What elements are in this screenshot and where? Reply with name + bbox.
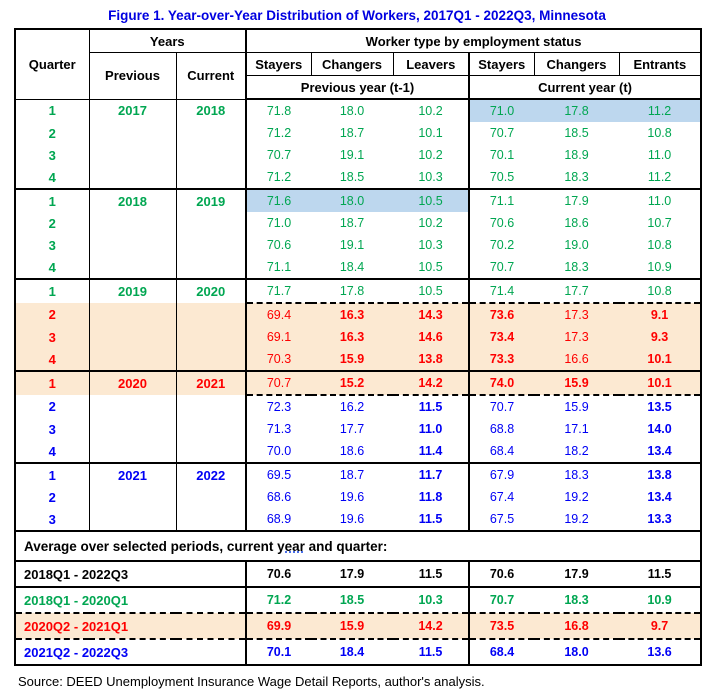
header-row-1 (15, 29, 701, 53)
value-cell: 10.2 (418, 216, 443, 230)
value-cell: 16.2 (339, 400, 365, 414)
header-cell-current-year-group: Current year (t) (469, 76, 701, 100)
year-prev-cell: 2018 (89, 189, 176, 212)
value-cell: 10.8 (647, 126, 672, 140)
value-cell: 19.1 (339, 148, 365, 162)
quarter-cell: 2 (15, 122, 89, 144)
summary-value-cell: 13.6 (647, 645, 672, 659)
year-prev-cell (89, 212, 176, 234)
table-row (15, 212, 701, 234)
year-prev-cell (89, 418, 176, 440)
quarter-cell: 1 (15, 279, 89, 303)
value-cell: 18.0 (339, 104, 365, 118)
value-cell: 10.5 (393, 279, 469, 303)
value-cell: 18.3 (564, 170, 589, 184)
value-cell: 9.3 (619, 326, 701, 348)
year-curr-cell (176, 234, 246, 256)
table-row (15, 418, 701, 440)
value-cell: 18.5 (339, 170, 365, 184)
year-prev-cell (89, 440, 176, 463)
value-cell: 10.3 (418, 238, 443, 252)
value-cell: 70.7 (469, 122, 534, 144)
value-cell: 17.8 (534, 99, 619, 122)
value-cell: 17.3 (534, 326, 619, 348)
summary-value-cell: 18.4 (339, 645, 365, 659)
summary-value-cell: 18.3 (534, 587, 619, 613)
value-cell: 15.9 (564, 400, 589, 414)
value-cell: 17.9 (534, 189, 619, 212)
summary-value-cell: 70.6 (246, 561, 311, 587)
value-cell: 68.9 (246, 508, 311, 531)
summary-value-cell: 18.0 (564, 645, 589, 659)
value-cell: 17.8 (311, 279, 393, 303)
quarter-cell: 4 (15, 256, 89, 279)
year-curr-cell (176, 122, 246, 144)
value-cell: 15.9 (311, 348, 393, 371)
year-prev-cell (89, 234, 176, 256)
value-cell: 73.3 (469, 348, 534, 371)
value-cell: 70.1 (469, 144, 534, 166)
table-row (15, 371, 701, 395)
value-cell: 68.6 (246, 486, 311, 508)
year-curr-cell (176, 418, 246, 440)
value-cell: 15.9 (534, 371, 619, 395)
value-cell: 13.4 (647, 490, 672, 504)
value-cell: 70.5 (469, 166, 534, 189)
value-cell: 68.4 (469, 440, 534, 463)
table-row (15, 348, 701, 371)
value-cell: 11.4 (418, 444, 443, 458)
value-cell: 67.9 (469, 463, 534, 486)
workers-table (14, 28, 702, 666)
quarter-cell: 3 (15, 234, 89, 256)
value-cell: 71.7 (246, 279, 311, 303)
year-prev-cell: 2019 (89, 279, 176, 303)
year-curr-cell: 2022 (176, 463, 246, 486)
quarter-cell: 3 (15, 144, 89, 166)
header-cell-stayers-prev: Stayers (246, 53, 311, 76)
year-prev-cell (89, 256, 176, 279)
value-cell: 16.3 (311, 303, 393, 326)
value-cell: 18.3 (564, 260, 589, 274)
year-prev-cell (89, 166, 176, 189)
summary-value-cell: 17.9 (311, 561, 393, 587)
summary-value-cell: 11.5 (393, 561, 469, 587)
year-curr-cell (176, 395, 246, 418)
header-row-2 (15, 53, 701, 76)
value-cell: 19.6 (339, 490, 365, 504)
table-row (15, 486, 701, 508)
year-curr-cell (176, 348, 246, 371)
value-cell: 70.7 (246, 371, 311, 395)
year-curr-cell: 2019 (176, 189, 246, 212)
year-curr-cell (176, 508, 246, 531)
value-cell: 11.7 (393, 463, 469, 486)
year-curr-cell (176, 486, 246, 508)
quarter-cell: 3 (15, 418, 89, 440)
value-cell: 19.2 (564, 490, 589, 504)
value-cell: 18.6 (564, 216, 589, 230)
value-cell: 71.3 (246, 418, 311, 440)
table-row (15, 303, 701, 326)
table-row (15, 166, 701, 189)
summary-row (15, 639, 701, 665)
value-cell: 10.2 (418, 148, 443, 162)
table-row (15, 122, 701, 144)
value-cell: 70.6 (469, 212, 534, 234)
value-cell: 73.6 (469, 303, 534, 326)
value-cell: 13.4 (647, 444, 672, 458)
summary-value-cell: 69.9 (246, 613, 311, 639)
value-cell: 18.6 (339, 444, 365, 458)
quarter-cell: 2 (15, 395, 89, 418)
summary-label: 2020Q2 - 2021Q1 (15, 613, 246, 639)
year-curr-cell (176, 326, 246, 348)
value-cell: 10.1 (619, 371, 701, 395)
table-row (15, 144, 701, 166)
header-cell-changers-prev: Changers (311, 53, 393, 76)
header-cell-leavers: Leavers (393, 53, 469, 76)
table-row (15, 256, 701, 279)
quarter-cell: 4 (15, 348, 89, 371)
value-cell: 18.9 (564, 148, 589, 162)
year-curr-cell: 2021 (176, 371, 246, 395)
quarter-cell: 3 (15, 326, 89, 348)
header-cell-years: Years (89, 29, 246, 53)
year-prev-cell (89, 326, 176, 348)
summary-row (15, 613, 701, 639)
header-cell-entrants: Entrants (619, 53, 701, 76)
year-prev-cell (89, 348, 176, 371)
value-cell: 10.7 (647, 216, 672, 230)
value-cell: 18.7 (311, 463, 393, 486)
year-prev-cell (89, 303, 176, 326)
table-row (15, 463, 701, 486)
value-cell: 11.0 (418, 422, 443, 436)
summary-value-cell: 70.1 (246, 639, 311, 665)
value-cell: 14.6 (393, 326, 469, 348)
value-cell: 68.8 (469, 418, 534, 440)
value-cell: 71.1 (246, 256, 311, 279)
value-cell: 67.5 (469, 508, 534, 531)
year-curr-cell: 2020 (176, 279, 246, 303)
value-cell: 15.2 (311, 371, 393, 395)
summary-value-cell: 9.7 (619, 613, 701, 639)
value-cell: 70.7 (469, 256, 534, 279)
header-cell-stayers-curr: Stayers (469, 53, 534, 76)
year-prev-cell (89, 122, 176, 144)
header-cell-changers-curr: Changers (534, 53, 619, 76)
value-cell: 16.6 (534, 348, 619, 371)
value-cell: 11.0 (619, 189, 701, 212)
value-cell: 71.0 (469, 99, 534, 122)
value-cell: 18.7 (339, 216, 365, 230)
table-row (15, 234, 701, 256)
header-cell-previous-year-group: Previous year (t-1) (246, 76, 469, 100)
summary-value-cell: 14.2 (393, 613, 469, 639)
summary-value-cell: 10.9 (619, 587, 701, 613)
table-header (15, 29, 701, 99)
value-cell: 69.4 (246, 303, 311, 326)
value-cell: 70.3 (246, 348, 311, 371)
summary-value-cell: 18.5 (311, 587, 393, 613)
quarter-cell: 1 (15, 99, 89, 122)
summary-value-cell: 11.5 (418, 645, 443, 659)
value-cell: 17.1 (564, 422, 589, 436)
value-cell: 71.6 (246, 189, 311, 212)
quarter-cell: 1 (15, 371, 89, 395)
value-cell: 10.8 (619, 279, 701, 303)
value-cell: 10.5 (393, 189, 469, 212)
summary-label: 2018Q1 - 2022Q3 (15, 561, 246, 587)
year-curr-cell (176, 256, 246, 279)
value-cell: 10.8 (647, 238, 672, 252)
table-row (15, 279, 701, 303)
value-cell: 74.0 (469, 371, 534, 395)
summary-value-cell: 10.3 (393, 587, 469, 613)
header-cell-worker-type: Worker type by employment status (246, 29, 701, 53)
value-cell: 17.3 (534, 303, 619, 326)
year-prev-cell: 2021 (89, 463, 176, 486)
value-cell: 18.4 (339, 260, 365, 274)
quarter-cell: 4 (15, 440, 89, 463)
quarter-cell: 1 (15, 463, 89, 486)
value-cell: 19.1 (339, 238, 365, 252)
value-cell: 17.7 (534, 279, 619, 303)
value-cell: 70.7 (246, 144, 311, 166)
quarter-cell: 1 (15, 189, 89, 212)
value-cell: 18.3 (534, 463, 619, 486)
summary-value-cell: 70.7 (469, 587, 534, 613)
quarter-cell: 2 (15, 486, 89, 508)
year-curr-cell (176, 303, 246, 326)
summary-heading-word: year (277, 538, 305, 554)
summary-label: 2021Q2 - 2022Q3 (15, 639, 246, 665)
summary-value-cell: 73.5 (469, 613, 534, 639)
value-cell: 13.8 (393, 348, 469, 371)
value-cell: 10.1 (619, 348, 701, 371)
value-cell: 10.1 (418, 126, 443, 140)
value-cell: 13.5 (647, 400, 672, 414)
value-cell: 70.2 (469, 234, 534, 256)
year-prev-cell (89, 395, 176, 418)
value-cell: 10.3 (418, 170, 443, 184)
table-row (15, 440, 701, 463)
summary-value-cell: 68.4 (469, 639, 534, 665)
summary-label: 2018Q1 - 2020Q1 (15, 587, 246, 613)
summary-row (15, 587, 701, 613)
summary-heading (15, 531, 701, 561)
value-cell: 11.5 (418, 512, 443, 526)
value-cell: 73.4 (469, 326, 534, 348)
summary-heading-row (15, 531, 701, 561)
value-cell: 72.3 (246, 395, 311, 418)
value-cell: 13.3 (647, 512, 672, 526)
table-row (15, 189, 701, 212)
value-cell: 70.6 (246, 234, 311, 256)
year-curr-cell (176, 212, 246, 234)
value-cell: 71.2 (246, 166, 311, 189)
header-cell-previous: Previous (89, 53, 176, 100)
year-prev-cell: 2020 (89, 371, 176, 395)
value-cell: 19.6 (339, 512, 365, 526)
value-cell: 11.8 (418, 490, 443, 504)
year-curr-cell (176, 440, 246, 463)
value-cell: 10.2 (418, 104, 443, 118)
header-cell-quarter: Quarter (15, 29, 89, 99)
table-row (15, 508, 701, 531)
value-cell: 19.0 (564, 238, 589, 252)
summary-row (15, 561, 701, 587)
table-body (15, 99, 701, 665)
summary-value-cell: 70.6 (469, 561, 534, 587)
summary-value-cell: 16.8 (534, 613, 619, 639)
value-cell: 18.5 (564, 126, 589, 140)
quarter-cell: 2 (15, 212, 89, 234)
summary-value-cell: 11.5 (619, 561, 701, 587)
value-cell: 10.5 (418, 260, 443, 274)
value-cell: 18.2 (564, 444, 589, 458)
value-cell: 67.4 (469, 486, 534, 508)
year-prev-cell: 2017 (89, 99, 176, 122)
value-cell: 11.0 (647, 148, 672, 162)
table-row (15, 99, 701, 122)
summary-value-cell: 17.9 (534, 561, 619, 587)
year-curr-cell (176, 166, 246, 189)
value-cell: 71.1 (469, 189, 534, 212)
summary-heading-pre: Average over selected periods, current (24, 538, 278, 554)
value-cell: 11.2 (619, 99, 701, 122)
value-cell: 18.0 (311, 189, 393, 212)
value-cell: 13.8 (619, 463, 701, 486)
value-cell: 69.5 (246, 463, 311, 486)
value-cell: 14.3 (393, 303, 469, 326)
table-row (15, 326, 701, 348)
figure-title: Figure 1. Year-over-Year Distribution of Workers, 2017Q1 - 2022Q3, Minnesota (108, 8, 606, 23)
value-cell: 11.5 (418, 400, 443, 414)
value-cell: 10.9 (647, 260, 672, 274)
value-cell: 17.7 (339, 422, 365, 436)
year-curr-cell: 2018 (176, 99, 246, 122)
value-cell: 70.0 (246, 440, 311, 463)
value-cell: 19.2 (564, 512, 589, 526)
year-curr-cell (176, 144, 246, 166)
value-cell: 9.1 (619, 303, 701, 326)
quarter-cell: 4 (15, 166, 89, 189)
value-cell: 70.7 (469, 395, 534, 418)
value-cell: 71.4 (469, 279, 534, 303)
table-row (15, 395, 701, 418)
year-prev-cell (89, 508, 176, 531)
value-cell: 14.0 (647, 422, 672, 436)
summary-value-cell: 71.2 (246, 587, 311, 613)
summary-value-cell: 15.9 (311, 613, 393, 639)
value-cell: 16.3 (311, 326, 393, 348)
quarter-cell: 2 (15, 303, 89, 326)
year-prev-cell (89, 486, 176, 508)
value-cell: 71.2 (246, 122, 311, 144)
quarter-cell: 3 (15, 508, 89, 531)
value-cell: 71.8 (246, 99, 311, 122)
value-cell: 71.0 (246, 212, 311, 234)
value-cell: 11.2 (647, 170, 672, 184)
value-cell: 18.7 (339, 126, 365, 140)
value-cell: 69.1 (246, 326, 311, 348)
header-cell-current: Current (176, 53, 246, 100)
source-note: Source: DEED Unemployment Insurance Wage Detail Reports, author's analysis. (18, 674, 485, 689)
value-cell: 14.2 (393, 371, 469, 395)
summary-heading-post: and quarter: (304, 538, 388, 554)
year-prev-cell (89, 144, 176, 166)
